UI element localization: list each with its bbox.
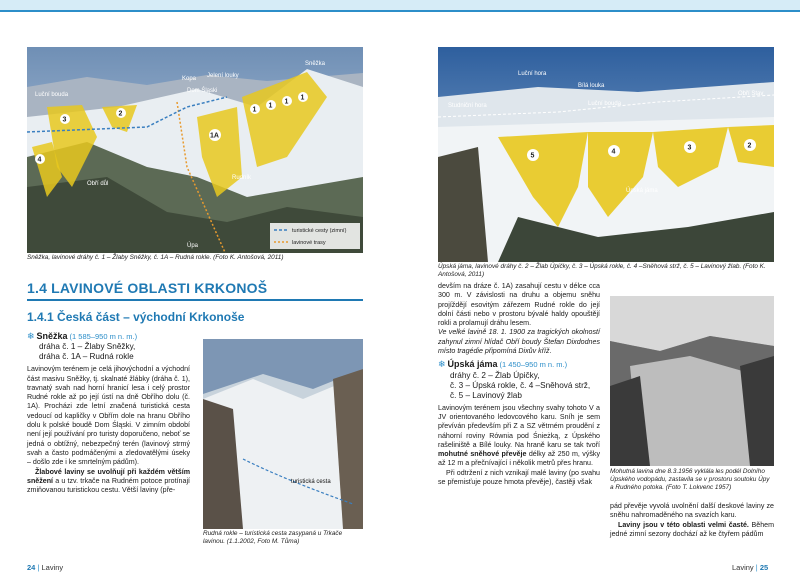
- left-footer: 24 | Laviny: [27, 563, 64, 572]
- snowflake-icon: ❄: [438, 359, 446, 370]
- top-color-bar: [0, 0, 800, 12]
- track-line: dráha č. 1A – Rudná rokle: [39, 352, 134, 362]
- right-column-2: [610, 502, 774, 539]
- rudna-continued-text: devším na dráze č. 1A) zasahují cestu v délce cca 300 m. V závislosti na druhu a objemu sněhu projíždějí esovitým zářezem Rudné rokle do její dolní části nebo v prostoru bývalé haldy opouštějí rokli a prolamují dráhu lesem.: [438, 282, 600, 328]
- right-footer: Laviny | 25: [732, 563, 769, 572]
- trail-label: turistická cesta: [291, 479, 331, 485]
- rudna-photo-caption: Rudná rokle – turistická cesta zasypaná u Trkače lavinou. (1.1.2002, Foto M. Tůma): [203, 530, 343, 545]
- snezka-photo-caption: Sněžka, lavinové dráhy č. 1 – Žlaby Sněžky, č. 1A – Rudná rokle. (Foto K. Antošová, 2011): [27, 254, 284, 261]
- altitude-range: (1 450–950 m n. m.): [499, 360, 568, 370]
- track-number: 3: [687, 144, 692, 152]
- rudna-rokle-photo: [203, 339, 363, 529]
- page-number: 24: [27, 563, 36, 572]
- label-dom-slaski: Dom Śląski: [187, 88, 218, 94]
- upska-paragraph-1: [438, 404, 600, 469]
- track-number: 4: [611, 148, 616, 156]
- label-upa: Úpa: [187, 243, 199, 249]
- track-number: 5: [530, 152, 535, 160]
- location-name: Úpská jáma: [447, 359, 498, 370]
- right-column-1: [438, 282, 600, 487]
- snezka-aerial-photo: [27, 47, 363, 253]
- bold-phrase: Žlabové laviny se uvolňují při každém větším sněžení: [27, 467, 190, 485]
- track-number: 2: [118, 110, 123, 118]
- running-title: Laviny: [732, 563, 754, 572]
- dix-cross-text: Ve velké lavině 18. 1. 1900 za tragických okolností zahynul zimní hlídač Obří boudy Štefan Dixdodnes místo tragédie připomíná Dixův kříž.: [438, 328, 600, 356]
- track-number: 1: [268, 102, 273, 110]
- track-number: 3: [62, 116, 67, 124]
- track-line: dráha č. 1 – Žlaby Sněžky,: [39, 342, 136, 352]
- snezka-column: [27, 332, 190, 495]
- subsection-title: 1.4.1 Česká část – východní Krkonoše: [27, 310, 245, 324]
- upska-jama-photo: [438, 47, 774, 262]
- legend-avalanche-tracks: lavinové trasy: [292, 240, 326, 246]
- cornice-paragraph: pád převěje vyvolá uvolnění další deskové laviny ze sněhu nahromaděného na svazích karu.: [610, 502, 774, 520]
- page-number: 25: [759, 563, 769, 572]
- section-title: 1.4 LAVINOVÉ OBLASTI KRKONOŠ: [27, 280, 268, 296]
- paragraph-text: Lavinovým terénem jsou všechny svahy tohoto V a JV orientovaného ledovcového karu. Sníh je sem převíván především při Z a SZ větrném proudění z náhorní roviny Równia pod Śnieżką, z Úpského rašeliniště a Bílé louky. Na hraně karu se tak tvoří: [438, 403, 600, 449]
- track-number: 4: [37, 156, 42, 164]
- track-number: 1: [300, 94, 305, 102]
- paragraph-text: Během jedné zimní sezony dochází až ke čtyřem pádům: [610, 520, 774, 538]
- bold-phrase: mohutné sněhové převěje: [438, 450, 527, 459]
- bold-phrase: Laviny jsou v této oblasti velmi časté.: [618, 520, 749, 529]
- track-line: č. 5 – Lavinový žlab: [450, 390, 522, 400]
- label-lucni-bouda: Luční bouda: [35, 92, 69, 98]
- track-number: 2: [747, 142, 752, 150]
- upska-photo-caption: Úpská jáma, lavinové dráhy č. 2 – Žlab Úpičky, č. 3 – Úpská rokle, č. 4 –Sněhová strž, č. 5 – Lavinový žlab. (Foto K. Antošová, 2011): [438, 263, 766, 278]
- snowflake-icon: ❄: [27, 331, 35, 341]
- location-name: Sněžka: [36, 331, 68, 341]
- label-obri-dul: Obří důl: [87, 181, 109, 187]
- label-upska-jama: Úpská jáma: [626, 188, 658, 194]
- track-number: 1: [252, 106, 257, 114]
- section-title-rule: [27, 299, 363, 301]
- label-snezka: Sněžka: [305, 61, 326, 67]
- paragraph-text: délky až 250 m, výšky až 12 m a přečnívající i několik metrů přes hranu.: [438, 450, 601, 468]
- paragraph-text: a u tzv. trkače na Rudném potoce protínají zmiňovanou turistickou cestu. Větší laviny (pře-: [27, 476, 190, 495]
- label-lucni-bouda: Luční bouda: [588, 101, 622, 107]
- label-jeleni-louky: Jelení louky: [207, 73, 239, 79]
- label-rudnik: Rudník: [232, 175, 252, 181]
- label-lucni-hora: Luční hora: [518, 71, 547, 77]
- label-studnicni-hora: Studniční hora: [448, 103, 487, 109]
- track-line: č. 3 – Úpská rokle, č. 4 –Sněhová strž,: [450, 380, 591, 390]
- track-number: 1: [284, 98, 289, 106]
- label-bila-louka: Bílá louka: [578, 83, 605, 89]
- frequency-paragraph: [610, 521, 774, 540]
- snezka-paragraph-1: Lavinovým terénem je celá jihovýchodní a východní část masivu Sněžky, tj. skalnaté žlábky (dráha č. 1), travnatý svah nad horní hranicí lesa i celý prostor Rudné rokle až po její ústí na dně Obřího dolu (č. 1A). Procházi zde letní značená turistická cesta vedoucí od kapličky v Obřím dole na hranu Obřího dolu k polské boudě Dom Śląski. V zimním období není její používání pro turisty doporučeno, neboť se jedná o obtížný, nebezpečný terén (lavinový strmý svah a často podmáčenými a zledovatělými úseky – došlo zde i ke smrtelným pádům).: [27, 365, 190, 467]
- legend-winter-trails: turistické cesty (zimní): [292, 228, 347, 234]
- left-page: [0, 12, 398, 572]
- track-number: 1A: [210, 132, 219, 140]
- label-obri-stav: Obří Stav: [738, 91, 764, 97]
- running-title: Laviny: [41, 563, 64, 572]
- historic-photo-caption: Mohutná lavina dne 8.3.1956 vyklála les podél Dolního Úpského vodopádu, zastavila se v prostoru soutoku Úpy a Rudného potoka. (Foto T. Lokvenc 1957): [610, 468, 770, 491]
- label-kopa: Kopa: [182, 76, 197, 82]
- snezka-paragraph-2: [27, 468, 190, 496]
- right-page: [402, 12, 800, 572]
- historic-avalanche-photo: [610, 296, 774, 466]
- track-line: dráhy č. 2 – Žlab Úpičky,: [450, 370, 540, 380]
- altitude-range: (1 585–950 m n. m.): [69, 332, 138, 341]
- upska-paragraph-2: Při odtržení z nich vznikají malé laviny (po svahu se přemisťuje pouze hmota převěje), častěji však: [438, 468, 600, 487]
